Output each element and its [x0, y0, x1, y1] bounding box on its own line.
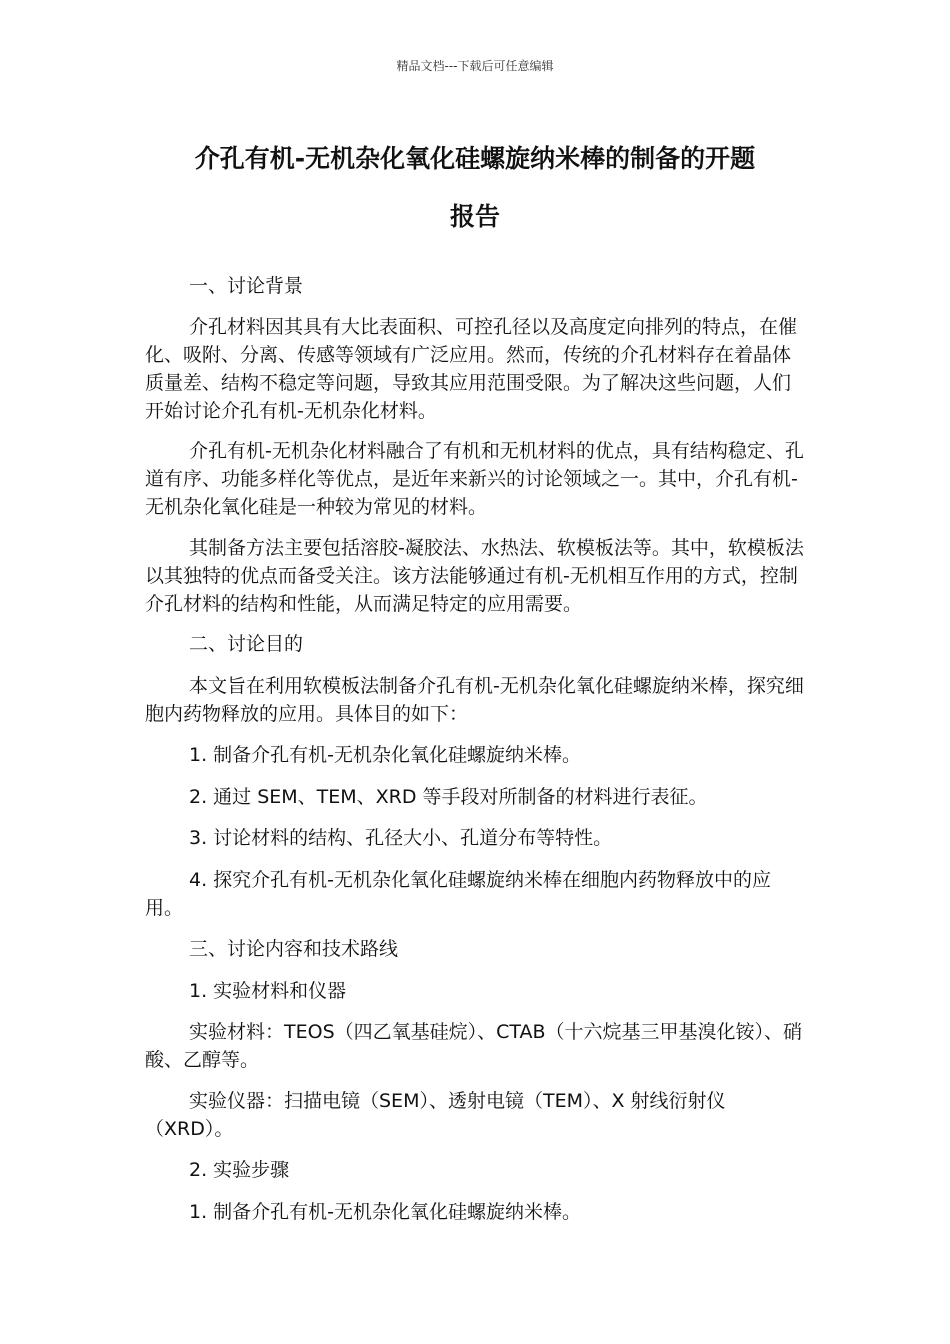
document-title-line-2: 报告 — [449, 202, 500, 231]
purpose-item-3: 3. 讨论材料的结构、孔径大小、孔道分布等特性。 — [189, 827, 613, 849]
paragraph-background-1: 介孔材料因其具有大比表面积、可控孔径以及高度定向排列的特点，在催化、吸附、分离、传感等领域有广泛应用。然而，传统的介孔材料存在着晶体质量差、结构不稳定等问题，导致其应用范围受限。为了解决这些问题，人们开始讨论介孔有机-无机杂化材料。 — [145, 316, 798, 422]
page-header: 精品文档---下载后可任意编辑 — [396, 59, 554, 73]
paragraph-materials: 实验材料：TEOS（四乙氧基硅烷）、CTAB（十六烷基三甲基溴化铵）、硝酸、乙醇等。 — [145, 1021, 803, 1071]
section-heading-content: 三、讨论内容和技术路线 — [189, 938, 399, 960]
subheading-materials-instruments: 1. 实验材料和仪器 — [189, 980, 347, 1002]
section-heading-background: 一、讨论背景 — [189, 275, 304, 297]
paragraph-purpose: 本文旨在利用软模板法制备介孔有机-无机杂化氧化硅螺旋纳米棒，探究细胞内药物释放的应用。具体目的如下： — [145, 675, 804, 725]
section-heading-purpose: 二、讨论目的 — [189, 633, 304, 655]
subheading-steps: 2. 实验步骤 — [189, 1159, 290, 1181]
purpose-item-2: 2. 通过 SEM、TEM、XRD 等手段对所制备的材料进行表征。 — [189, 786, 708, 808]
purpose-item-4: 4. 探究介孔有机-无机杂化氧化硅螺旋纳米棒在细胞内药物释放中的应用。 — [145, 869, 772, 919]
paragraph-background-2: 介孔有机-无机杂化材料融合了有机和无机材料的优点，具有结构稳定、孔道有序、功能多样化等优点，是近年来新兴的讨论领域之一。其中，介孔有机-无机杂化氧化硅是一种较为常见的材料。 — [145, 440, 804, 518]
document-title — [145, 130, 805, 246]
paragraph-instruments: 实验仪器：扫描电镜（SEM）、透射电镜（TEM）、X 射线衍射仪（XRD）。 — [145, 1090, 726, 1140]
paragraph-background-3: 其制备方法主要包括溶胶-凝胶法、水热法、软模板法等。其中，软模板法以其独特的优点而备受关注。该方法能够通过有机-无机相互作用的方式，控制介孔材料的结构和性能，从而满足特定的应用需要。 — [145, 537, 804, 615]
step-item-1: 1. 制备介孔有机-无机杂化氧化硅螺旋纳米棒。 — [189, 1201, 582, 1223]
purpose-item-1: 1. 制备介孔有机-无机杂化氧化硅螺旋纳米棒。 — [189, 744, 582, 766]
document-title-line-1: 介孔有机-无机杂化氧化硅螺旋纳米棒的制备的开题 — [194, 144, 756, 173]
